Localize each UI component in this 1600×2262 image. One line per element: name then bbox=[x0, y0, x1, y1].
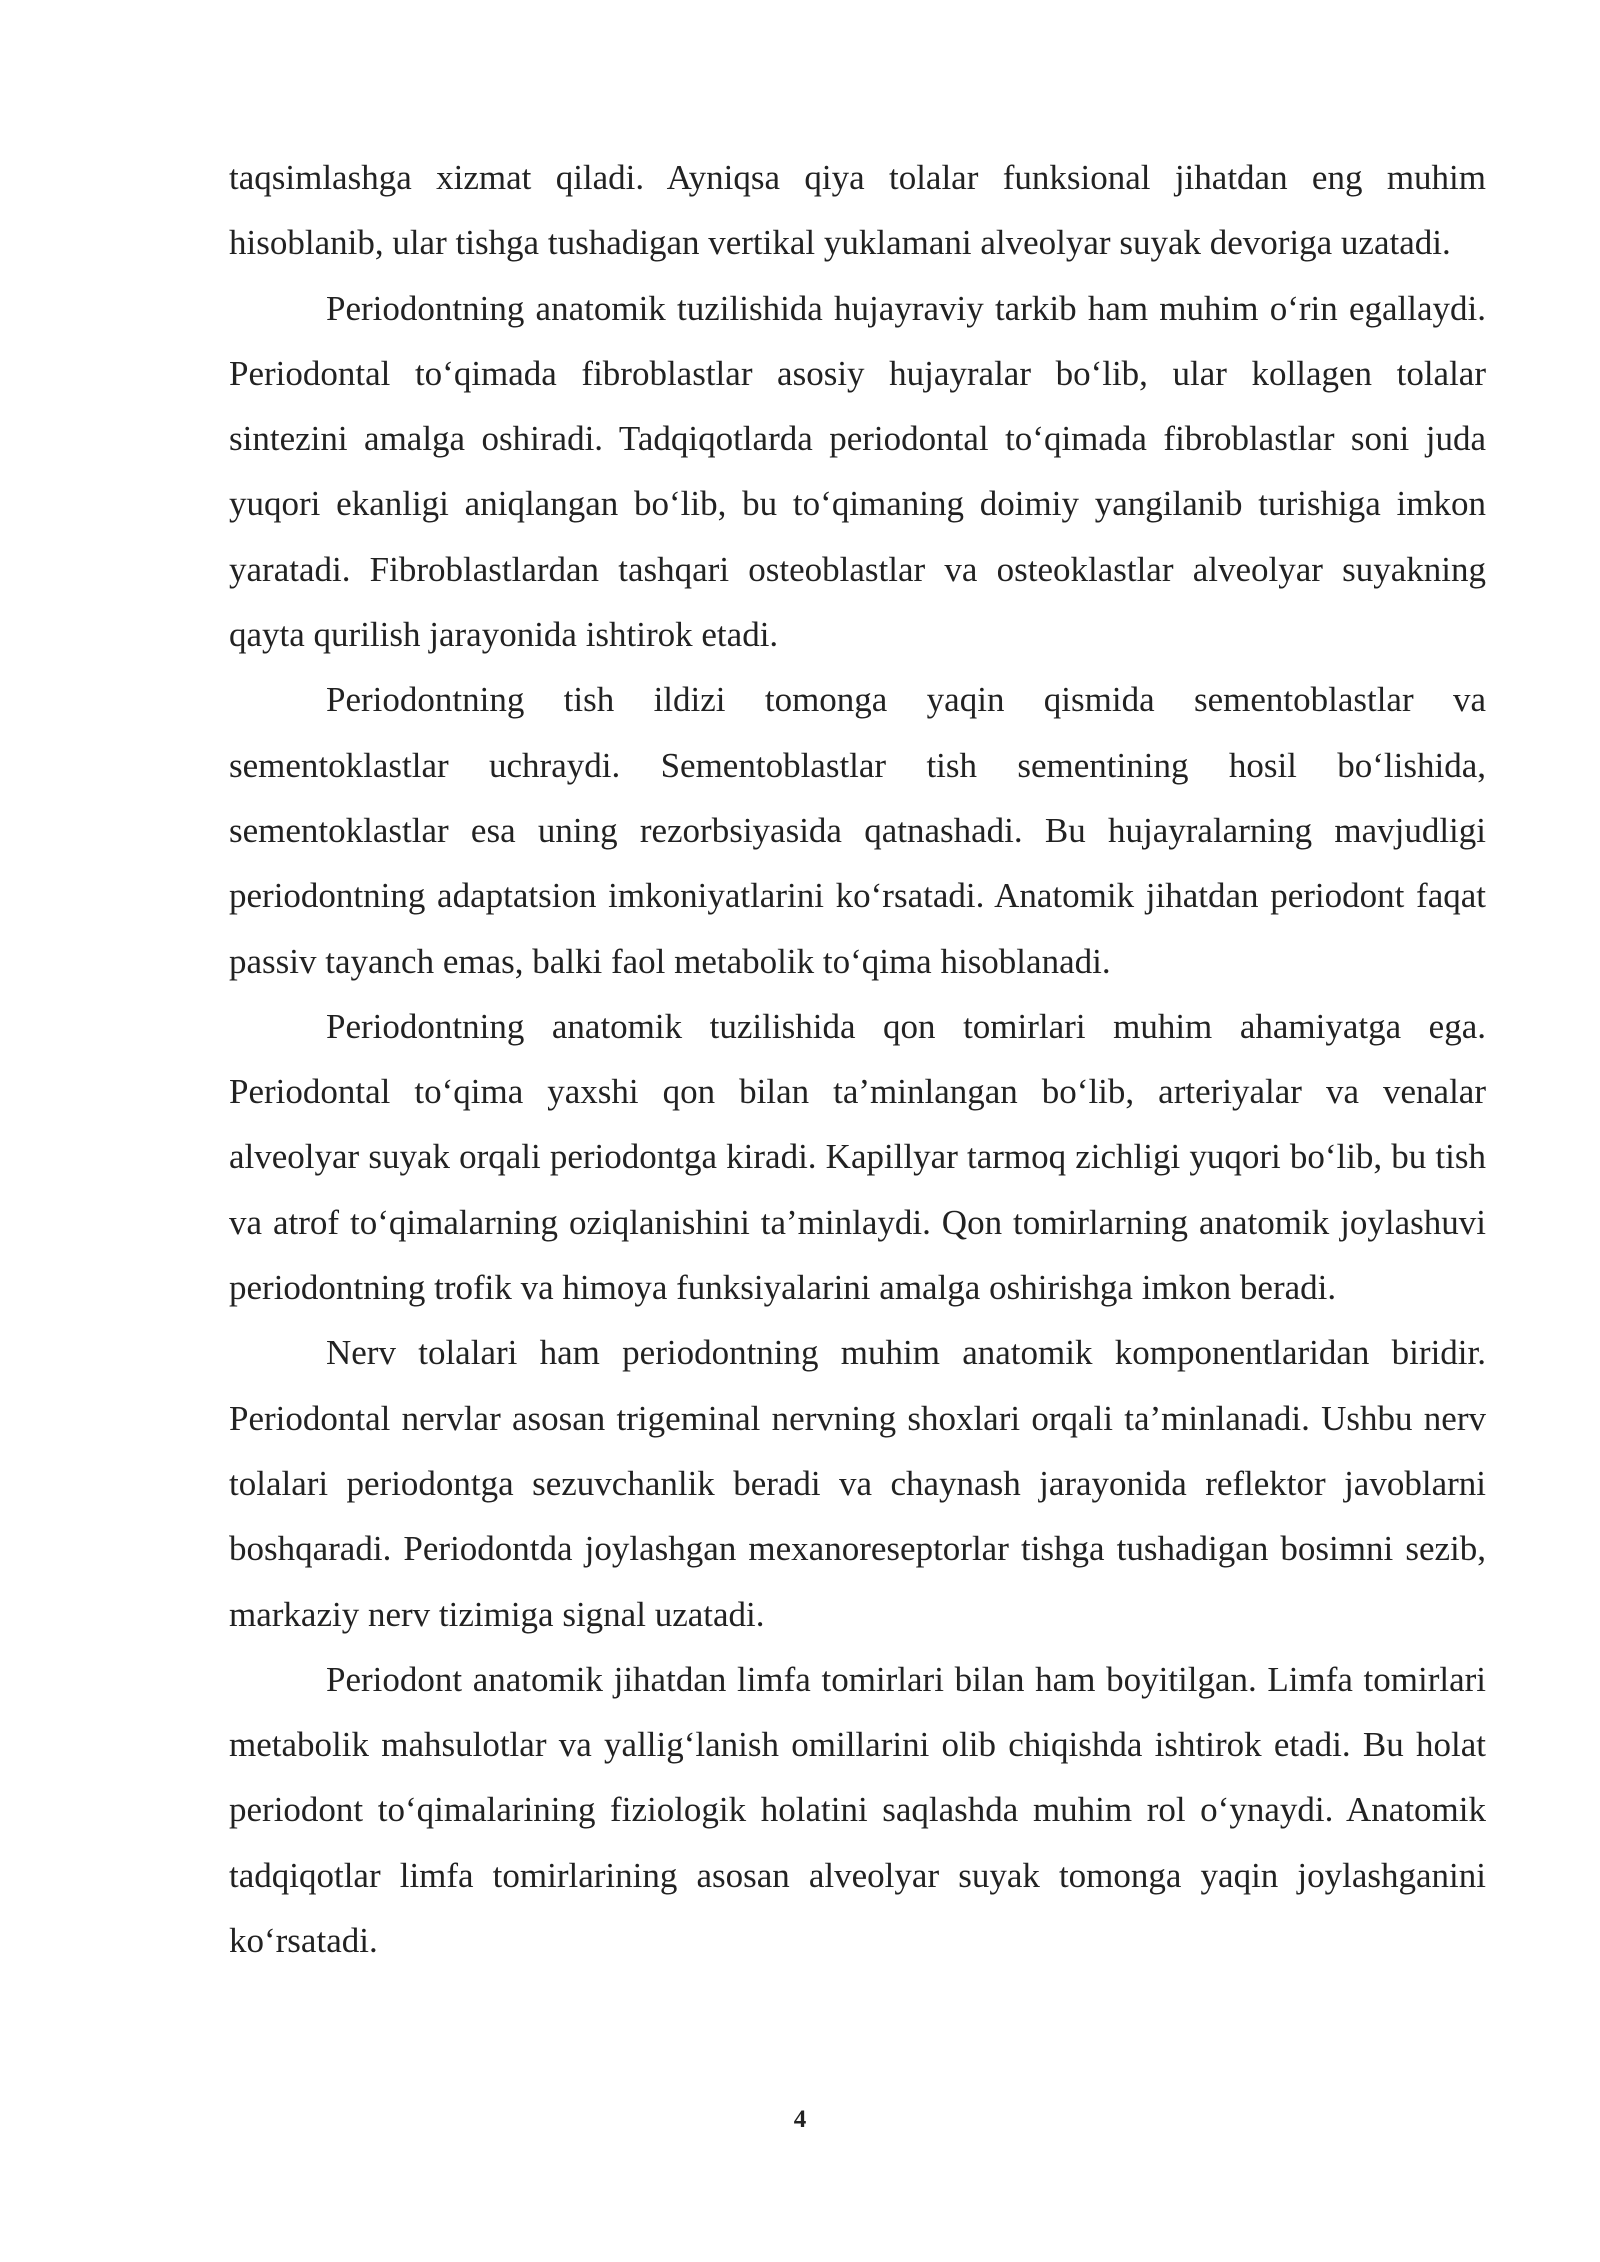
paragraph-cementoblasts: Periodontning tish ildizi tomonga yaqin qismida sementoblastlar va sementoklastlar uchraydi. Sementoblastlar tish sementining hosil bo‘lishida, sementoklastlar esa uning rezorbsiyasida qatnashadi. Bu hujayralarning mavjudligi periodontning adaptatsion imkoniyatlarini ko‘rsatadi. Anatomik jihatdan periodont faqat passiv tayanch emas, balki faol metabolik to‘qima hisoblanadi. bbox=[229, 680, 1486, 981]
paragraph-nerve-fibers: Nerv tolalari ham periodontning muhim anatomik komponentlaridan biridir. Periodontal nervlar asosan trigeminal nervning shoxlari orqali ta’minlanadi. Ushbu nerv tolalari periodontga sezuvchanlik beradi va chaynash jarayonida reflektor javoblarni boshqaradi. Periodontda joylashgan mexanoreseptorlar tishga tushadigan bosimni sezib, markaziy nerv tizimiga signal uzatadi. bbox=[229, 1333, 1486, 1634]
paragraph-continuation: taqsimlashga xizmat qiladi. Ayniqsa qiya tolalar funksional jihatdan eng muhim hisoblanib, ular tishga tushadigan vertikal yuklamani alveolyar suyak devoriga uzatadi. bbox=[229, 158, 1486, 263]
paragraph-cellular-composition: Periodontning anatomik tuzilishida hujayraviy tarkib ham muhim o‘rin egallaydi. Periodontal to‘qimada fibroblastlar asosiy hujayralar bo‘lib, ular kollagen tolalar sintezini amalga oshiradi. Tadqiqotlarda periodontal to‘qimada fibroblastlar soni juda yuqori ekanligi aniqlangan bo‘lib, bu to‘qimaning doimiy yangilanib turishiga imkon yaratadi. Fibroblastlardan tashqari osteoblastlar va osteoklastlar alveolyar suyakning qayta qurilish jarayonida ishtirok etadi. bbox=[229, 288, 1486, 655]
page-number: 4 bbox=[793, 2106, 807, 2133]
paragraph-blood-vessels: Periodontning anatomik tuzilishida qon tomirlari muhim ahamiyatga ega. Periodontal to‘qima yaxshi qon bilan ta’minlangan bo‘lib, arteriyalar va venalar alveolyar suyak orqali periodontga kiradi. Kapillyar tarmoq zichligi yuqori bo‘lib, bu tish va atrof to‘qimalarning oziqlanishini ta’minlaydi. Qon tomirlarning anatomik joylashuvi periodontning trofik va himoya funksiyalarini amalga oshirishga imkon beradi. bbox=[229, 1006, 1486, 1308]
document-body bbox=[229, 145, 1486, 1973]
paragraph-lymph-vessels: Periodont anatomik jihatdan limfa tomirlari bilan ham boyitilgan. Limfa tomirlari metabolik mahsulotlar va yallig‘lanish omillarini olib chiqishda ishtirok etadi. Bu holat periodont to‘qimalarining fiziologik holatini saqlashda muhim rol o‘ynaydi. Anatomik tadqiqotlar limfa tomirlarining asosan alveolyar suyak tomonga yaqin joylashganini ko‘rsatadi. bbox=[229, 1659, 1486, 1961]
